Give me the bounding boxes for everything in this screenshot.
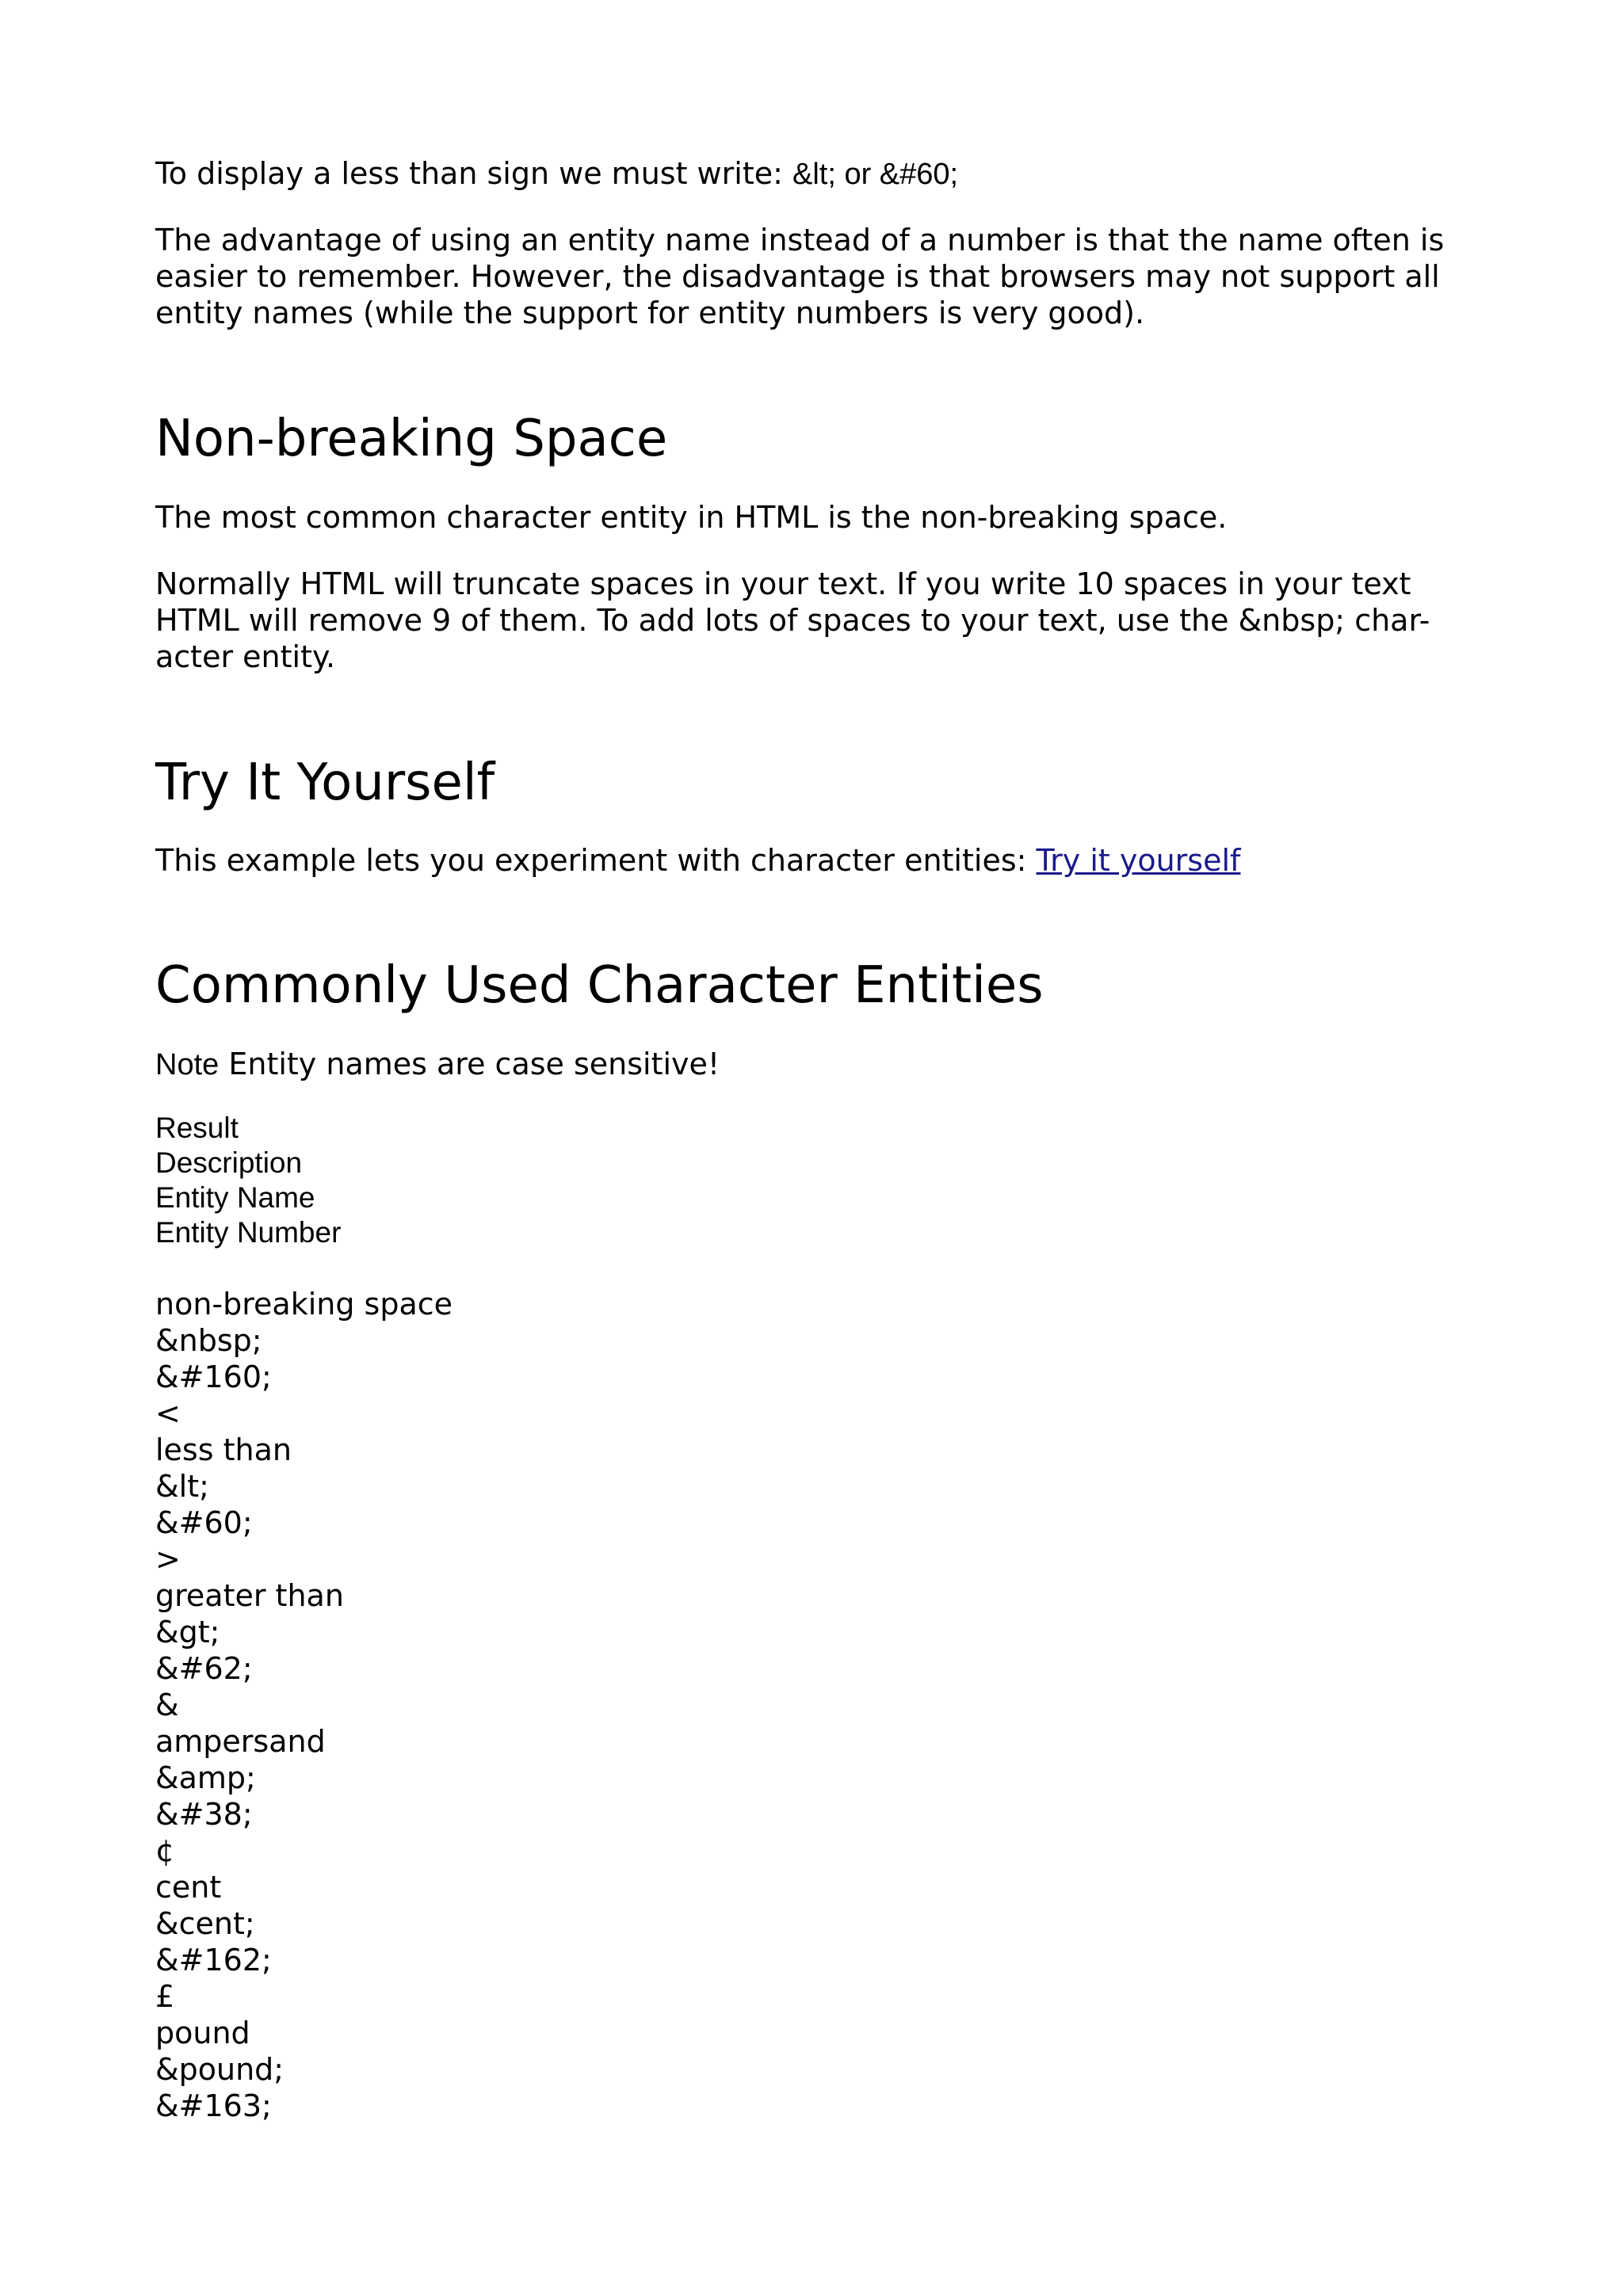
table-cell: > [155, 1542, 181, 1577]
nbsp-paragraph-2-line-3: acter entity. [155, 639, 336, 674]
less-than-or: or [835, 158, 880, 191]
nbsp-paragraph-2-line-2: HTML will remove 9 of them. To add lots of spaces to your text, use the &nbsp; char- [155, 603, 1430, 638]
entities-heading: Commonly Used Character Entities [155, 956, 1044, 1015]
table-cell: &#38; [155, 1797, 253, 1832]
table-cell: &amp; [155, 1760, 256, 1795]
table-header-entity-number: Entity Number [155, 1216, 342, 1249]
table-cell: &gt; [155, 1615, 220, 1650]
table-cell: &#160; [155, 1360, 272, 1394]
table-cell: ¢ [155, 1833, 175, 1868]
table-header-result: Result [155, 1112, 239, 1144]
advantage-line-1: The advantage of using an entity name instead of a number is that the name often is [155, 223, 1445, 257]
table-header-description: Description [155, 1146, 303, 1179]
advantage-line-3: entity names (while the support for entity numbers is very good). [155, 296, 1145, 330]
table-cell: &cent; [155, 1906, 255, 1941]
less-than-paragraph [155, 155, 958, 193]
table-cell: less than [155, 1432, 292, 1467]
table-cell: pound [155, 2016, 250, 2050]
table-cell: &#163; [155, 2088, 272, 2123]
table-cell: &#62; [155, 1651, 253, 1686]
nbsp-paragraph-1: The most common character entity in HTML is the non-breaking space. [155, 500, 1228, 535]
less-than-entity-name: &lt; [792, 158, 836, 191]
note-paragraph [155, 1046, 720, 1083]
table-cell: cent [155, 1870, 222, 1905]
nbsp-heading: Non-breaking Space [155, 410, 668, 468]
table-cell: &pound; [155, 2052, 285, 2087]
table-cell: &#60; [155, 1505, 253, 1540]
note-label: Note [155, 1048, 220, 1081]
table-header-entity-name: Entity Name [155, 1181, 315, 1214]
table-cell: £ [155, 1979, 175, 2014]
table-cell: &nbsp; [155, 1323, 262, 1358]
table-cell: greater than [155, 1578, 344, 1613]
table-cell: &#162; [155, 1943, 272, 1978]
table-cell: &lt; [155, 1469, 209, 1504]
nbsp-paragraph-2-line-1: Normally HTML will truncate spaces in your text. If you write 10 spaces in your text [155, 566, 1411, 601]
less-than-prefix: To display a less than sign we must write: [155, 156, 792, 191]
try-heading: Try It Yourself [155, 753, 495, 812]
table-cell: ampersand [155, 1724, 326, 1759]
try-it-yourself-link[interactable]: Try it yourself [1036, 843, 1241, 878]
advantage-line-2: easier to remember. However, the disadvantage is that browsers may not support all [155, 259, 1440, 294]
note-text: Entity names are case sensitive! [219, 1047, 720, 1081]
less-than-entity-number: &#60; [879, 158, 959, 191]
table-cell: < [155, 1396, 181, 1431]
table-cell: & [155, 1688, 179, 1722]
try-paragraph [155, 842, 1240, 879]
table-cell: non-breaking space [155, 1287, 453, 1322]
try-text: This example lets you experiment with character entities: [155, 843, 1037, 878]
